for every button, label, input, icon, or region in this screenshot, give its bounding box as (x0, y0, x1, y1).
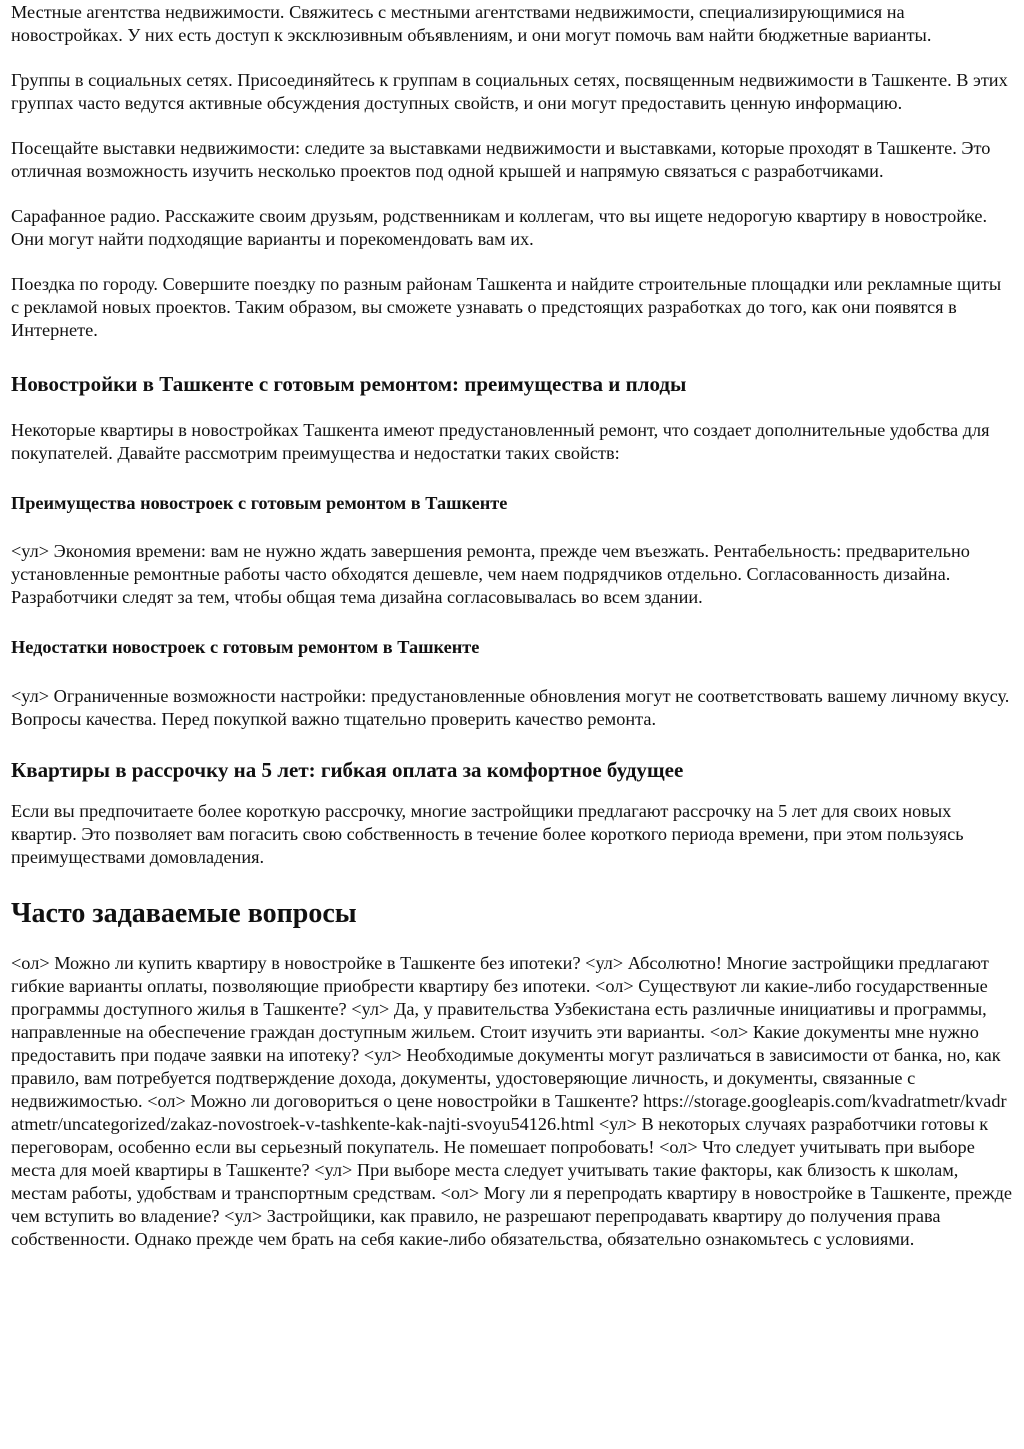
faq-text-part-1: <ол> Можно ли купить квартиру в новостройке в Ташкенте без ипотеки? <ул> Абсолютно! Многие застройщики предлагают гибкие варианты оплаты, позволяющие приобрести квартиру без ипотеки. <ол> Существуют ли какие-либо государственные программы доступного жилья в Ташкенте? <ул> Да, у правительства Узбекистана есть различные инициативы и программы, направленные на обеспечение граждан доступным жильем. Стоит изучить эти варианты. <ол> Какие документы мне нужно предоставить при подаче заявки на ипотеку? <ул> Необходимые документы могут различаться в зависимости от банка, но, как правило, вам потребуется подтверждение дохода, документы, удостоверяющие личность, и документы, связанные с недвижимостью. <ол> Можно ли договориться о цене новостройки в Ташкенте? (11, 953, 1001, 1111)
paragraph-word-of-mouth: Сарафанное радио. Расскажите своим друзьям, родственникам и коллегам, что вы ищете недорогую квартиру в новостройке. Они могут найти подходящие варианты и порекомендовать вам их. (11, 206, 988, 249)
paragraph-social-groups: Группы в социальных сетях. Присоединяйтесь к группам в социальных сетях, посвященным недвижимости в Ташкенте. В этих группах часто ведутся активные обсуждения доступных свойств, и они могут предоставить ценную информацию. (11, 70, 1008, 113)
paragraph-installment: Если вы предпочитаете более короткую рассрочку, многие застройщики предлагают рассрочку на 5 лет для своих новых квартир. Это позволяет вам погасить свою собственность в течение более короткого периода времени, при этом пользуясь преимуществами домовладения. (11, 801, 964, 867)
document-page (0, 1, 1024, 1251)
heading-renovation: Новостройки в Ташкенте с готовым ремонтом: преимущества и плоды (11, 372, 687, 396)
faq-url: https://storage.googleapis.com/kvadratmetr/kvadratmetr/uncategorized/zakaz-novostroek-v-tashkente-kak-najti-svoyu54126.html (11, 1091, 1007, 1134)
paragraph-renovation-pros: <ул> Экономия времени: вам не нужно ждать завершения ремонта, прежде чем въезжать. Рентабельность: предварительно установленные ремонтные работы часто обходятся дешевле, чем наем подрядчиков отдельно. Согласованность дизайна. Разработчики следят за тем, чтобы общая тема дизайна согласовывалась во всем здании. (11, 541, 970, 607)
paragraph-real-estate-agencies: Местные агентства недвижимости. Свяжитесь с местными агентствами недвижимости, специализирующимися на новостройках. У них есть доступ к эксклюзивным объявлениям, и они могут помочь вам найти бюджетные варианты. (11, 2, 932, 45)
heading-faq: Часто задаваемые вопросы (11, 898, 357, 929)
paragraph-faq (11, 952, 1013, 1251)
paragraph-renovation-cons: <ул> Ограниченные возможности настройки: предустановленные обновления могут не соответствовать вашему личному вкусу. Вопросы качества. Перед покупкой важно тщательно проверить качество ремонта. (11, 686, 1010, 729)
paragraph-renovation-intro: Некоторые квартиры в новостройках Ташкента имеют предустановленный ремонт, что создает дополнительные удобства для покупателей. Давайте рассмотрим преимущества и недостатки таких свойств: (11, 420, 990, 463)
heading-installment: Квартиры в рассрочку на 5 лет: гибкая оплата за комфортное будущее (11, 758, 684, 782)
faq-text-part-2: <ул> В некоторых случаях разработчики готовы к переговорам, особенно если вы серьезный покупатель. Не помешает попробовать! <ол> Что следует учитывать при выборе места для моей квартиры в Ташкенте? <ул> При выборе места следует учитывать такие факторы, как близость к школам, местам работы, удобствам и транспортным средствам. <ол> Могу ли я перепродать квартиру в новостройке в Ташкенте, прежде чем вступить во владение? <ул> Застройщики, как правило, не разрешают перепродавать квартиру до получения права собственности. Однако прежде чем брать на себя какие-либо обязательства, обязательно ознакомьтесь с условиями. (11, 1114, 1013, 1249)
paragraph-exhibitions: Посещайте выставки недвижимости: следите за выставками недвижимости и выставками, которые проходят в Ташкенте. Это отличная возможность изучить несколько проектов под одной крышей и напрямую связаться с разработчиками. (11, 138, 991, 181)
paragraph-city-trip: Поездка по городу. Совершите поездку по разным районам Ташкента и найдите строительные площадки или рекламные щиты с рекламой новых проектов. Таким образом, вы сможете узнавать о предстоящих разработках до того, как они появятся в Интернете. (11, 274, 1002, 340)
heading-renovation-pros: Преимущества новостроек с готовым ремонтом в Ташкенте (11, 493, 508, 513)
heading-renovation-cons: Недостатки новостроек с готовым ремонтом в Ташкенте (11, 637, 480, 657)
